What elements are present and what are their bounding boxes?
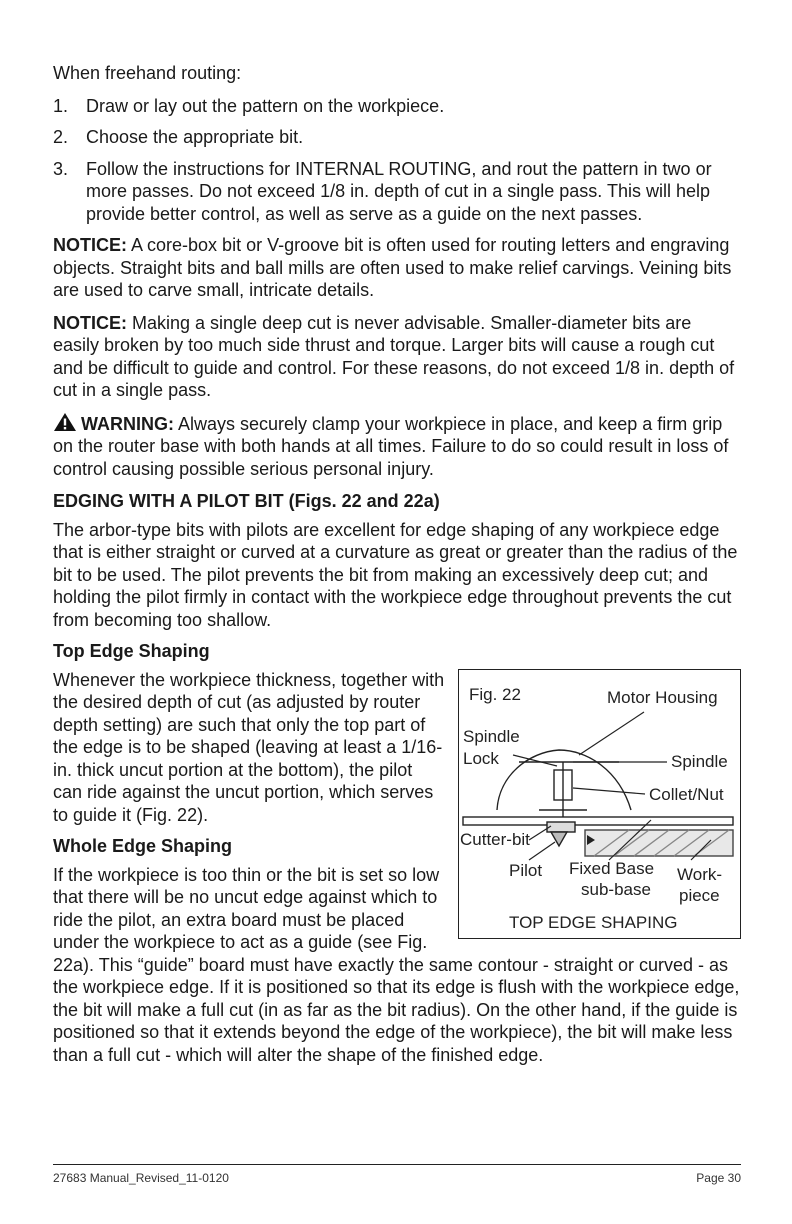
step-item (53, 126, 741, 149)
notice-text: A core-box bit or V-groove bit is often used for routing letters and engraving objects. Straight bits and ball mills are often used to make relief carvings. Veining bits are used to carve small, intricate details. (53, 235, 732, 300)
notice-core-box (53, 234, 741, 302)
notice-label: NOTICE: (53, 235, 127, 255)
spindle-lock-label-1: Spindle (463, 726, 520, 746)
fixed-base-label-1: Fixed Base (569, 858, 655, 878)
notice-text: Making a single deep cut is never advisable. Smaller-diameter bits are easily broken by too much side thrust and torque. Larger bits will cause a rough cut and be difficult to guide and control. For these reasons, do not exceed 1/8 in. depth of cut in a single pass. (53, 312, 735, 400)
warning-triangle-icon (53, 412, 77, 432)
warning-label: WARNING: (81, 413, 174, 434)
figure-caption: TOP EDGE SHAPING (509, 912, 678, 932)
page-footer (53, 1164, 741, 1185)
top-edge-paragraph: Whenever the workpiece thickness, together with the desired depth of cut (as adjusted by router depth setting) are such that only the top part of the edge is to be shaped (leaving at least a 1/16-in. thick uncut portion at the bottom), the pilot can ride against the uncut portion, which serves to guide it (Fig. 22). (53, 669, 445, 825)
section-paragraph: The arbor-type bits with pilots are excellent for edge shaping of any workpiece edge that is either straight or curved at a curvature as great or greater than the radius of the bit to be used. The pilot prevents the bit from making an excessively deep cut; and holding the pilot firmly in contact with the workpiece edge throughout prevents the cut from becoming too shallow. (53, 519, 738, 630)
fig-label: Fig. 22 (469, 684, 521, 704)
step-item (53, 95, 741, 118)
whole-edge-paragraph: If the workpiece is too thin or the bit is set so low that there will be no uncut edge against which to ride the pilot, an extra board must be placed under the workpiece to act as a guide (see Fig. 22a). This “guide” board must have exactly the same contour - straight or curved - as the workpiece edge. If it is positioned so that its edge is flush with the workpiece edge, the bit will make a full cut (in as far as the bit radius). On the other hand, if the guide is positioned so that it extends beyond the edge of the workpiece), the bit will make less than a full cut - which will alter the shape of the finished edge. (53, 864, 740, 1065)
spindle-lock-label-2: Lock (463, 748, 499, 768)
collet-nut-label: Collet/Nut (649, 784, 724, 804)
router-diagram (459, 670, 739, 937)
step-number: 2. (53, 127, 69, 147)
motor-housing-label: Motor Housing (607, 687, 718, 707)
manual-page (53, 62, 741, 1075)
step-text: Draw or lay out the pattern on the workpiece. (86, 95, 445, 116)
spindle-label: Spindle (671, 751, 728, 771)
steps-list (53, 95, 741, 226)
section-heading: EDGING WITH A PILOT BIT (Figs. 22 and 22a) (53, 491, 440, 511)
whole-edge-heading: Whole Edge Shaping (53, 836, 232, 856)
warning-text: Always securely clamp your workpiece in place, and keep a firm grip on the router base with both hands at all times. Failure to do so could result in loss of control causing possible serious personal injury. (53, 413, 729, 479)
cutter-bit-label: Cutter-bit (460, 829, 530, 849)
step-number: 1. (53, 95, 69, 116)
footer-page-number: Page 30 (696, 1171, 741, 1185)
figure-22 (458, 669, 741, 939)
workpiece-label-2: piece (679, 885, 720, 905)
intro-text: When freehand routing: (53, 63, 242, 83)
notice-deep-cut (53, 312, 741, 402)
step-text: Follow the instructions for INTERNAL ROUTING, and rout the pattern in two or more passes. Do not exceed 1/8 in. depth of cut in a single pass. This will help provide better control, as well as serve as a guide on the next passes. (86, 158, 712, 224)
notice-label: NOTICE: (53, 312, 127, 333)
workpiece-label-1: Work- (677, 864, 723, 884)
step-number: 3. (53, 158, 69, 179)
step-item (53, 158, 741, 226)
footer-doc-id: 27683 Manual_Revised_11-0120 (53, 1171, 229, 1185)
step-text: Choose the appropriate bit. (86, 127, 304, 147)
warning-paragraph (53, 412, 741, 481)
pilot-label: Pilot (509, 860, 543, 880)
top-edge-heading: Top Edge Shaping (53, 641, 210, 661)
fixed-base-label-2: sub-base (581, 879, 651, 899)
